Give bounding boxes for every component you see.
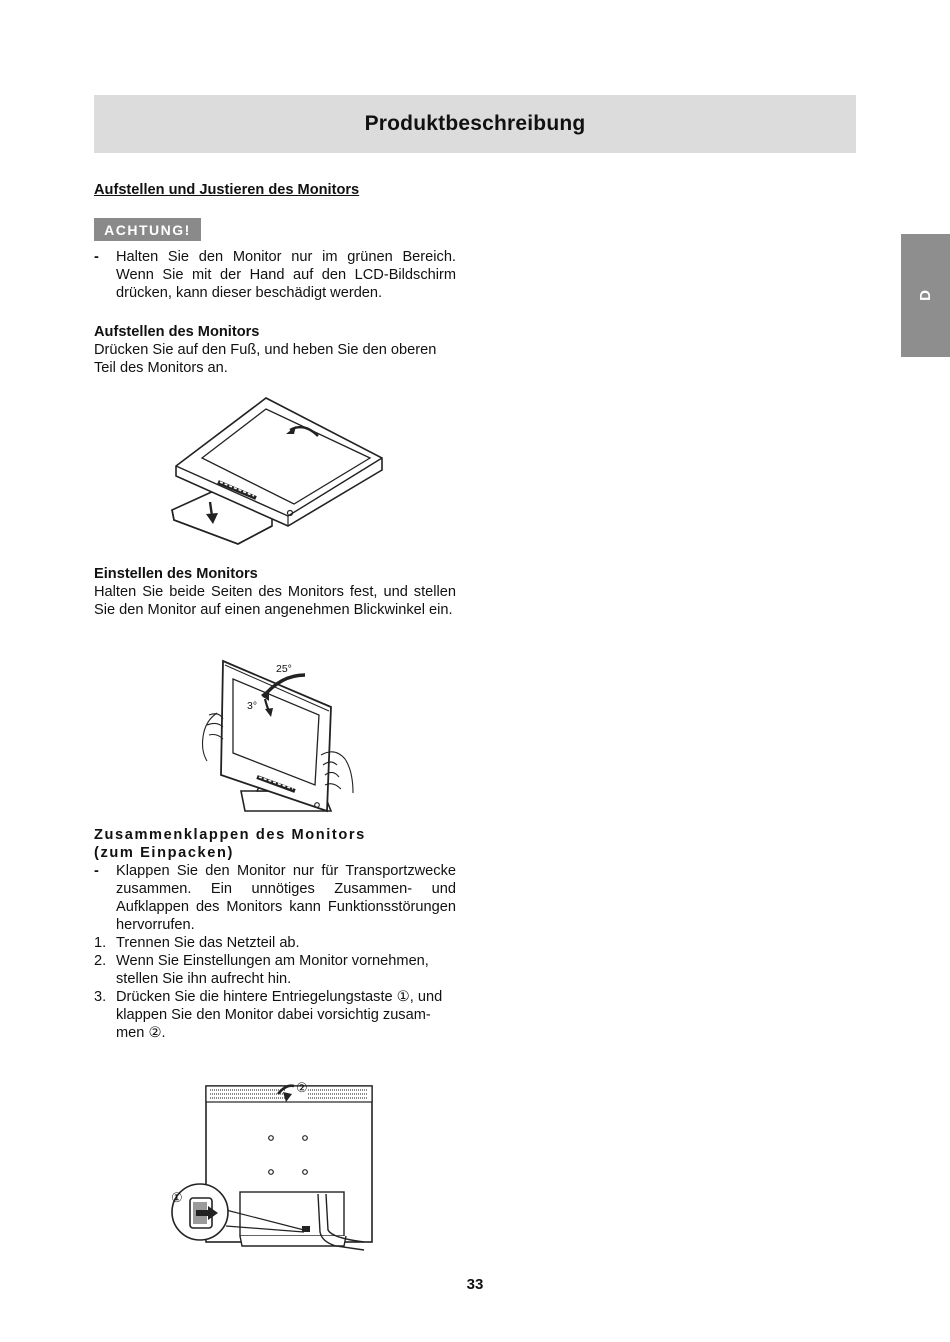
- fold-step-3: Drücken Sie die hintere Entriegelungstaste ①, und klappen Sie den Monitor dabei vorsichtig zusam-men ②.: [116, 989, 443, 1041]
- setup-text: Drücken Sie auf den Fuß, und heben Sie den oberen Teil des Monitors an.: [94, 342, 437, 376]
- angle-up-label: 25°: [276, 663, 292, 675]
- monitor-back-illustration: [166, 1076, 382, 1252]
- language-tab: [901, 234, 950, 357]
- adjust-block: [94, 565, 456, 619]
- warning-text: Halten Sie den Monitor nur im grünen Bereich. Wenn Sie mit der Hand auf den LCD-Bildschirm drücken, kann dieser beschädigt werden.: [116, 249, 456, 301]
- angle-down-label: 3°: [247, 700, 258, 712]
- fold-step-1: Trennen Sie das Netzteil ab.: [116, 935, 300, 951]
- fold-step-2: Wenn Sie Einstellungen am Monitor vornehmen, stellen Sie ihn aufrecht hin.: [116, 953, 429, 987]
- warning-block: - Halten Sie den Monitor nur im grünen Bereich. Wenn Sie mit der Hand auf den LCD-Bildschirm drücken, kann dieser beschädigt werden.: [94, 249, 456, 301]
- fold-block: Zusammenklappen des Monitors (zum Einpacken) - Klappen Sie den Monitor nur für Transportzwecke zusammen. Ein unnötiges Zusammen- und Aufklappen des Monitors kann Funktionsstörungen hervorrufen. 1. Trennen Sie das Netzteil ab. 2. Wenn Sie Einstellungen am Monitor vornehmen, stellen Sie ihn aufrecht hin. 3. Drücken Sie die hintere Entriegelungstaste ①, und klappen Sie den Monitor dabei vorsichtig zusam-men ②.: [94, 827, 456, 1041]
- adjust-text: Halten Sie beide Seiten des Monitors fest, und stellen Sie den Monitor auf einen angenehmen Blickwinkel ein.: [94, 584, 456, 618]
- page-number: 33: [466, 1276, 484, 1293]
- monitor-unfold-illustration: [168, 392, 388, 552]
- callout-1: ①: [171, 1190, 183, 1205]
- list-item: 1. Trennen Sie das Netzteil ab.: [94, 934, 456, 952]
- page-title: Produktbeschreibung: [364, 112, 586, 135]
- list-item: 3. Drücken Sie die hintere Entriegelungstaste ①, und klappen Sie den Monitor dabei vorsichtig zusam-men ②.: [94, 988, 456, 1042]
- language-tab-label: D: [917, 290, 934, 301]
- list-item: 2. Wenn Sie Einstellungen am Monitor vornehmen, stellen Sie ihn aufrecht hin.: [94, 952, 456, 988]
- section-title: Aufstellen und Justieren des Monitors: [94, 182, 360, 198]
- monitor-tilt-illustration: [195, 655, 360, 825]
- callout-2: ②: [296, 1080, 308, 1095]
- fold-heading-line1: Zusammenklappen des Monitors: [94, 827, 366, 843]
- setup-heading: Aufstellen des Monitors: [94, 324, 260, 340]
- fold-heading-line2: (zum Einpacken): [94, 845, 234, 861]
- setup-block: [94, 323, 456, 377]
- warning-badge: ACHTUNG!: [94, 218, 201, 241]
- page-title-bar: [94, 95, 856, 153]
- fold-note: Klappen Sie den Monitor nur für Transportzwecke zusammen. Ein unnötiges Zusammen- und Aufklappen des Monitors kann Funktionsstörungen hervorrufen.: [116, 863, 456, 933]
- adjust-heading: Einstellen des Monitors: [94, 566, 258, 582]
